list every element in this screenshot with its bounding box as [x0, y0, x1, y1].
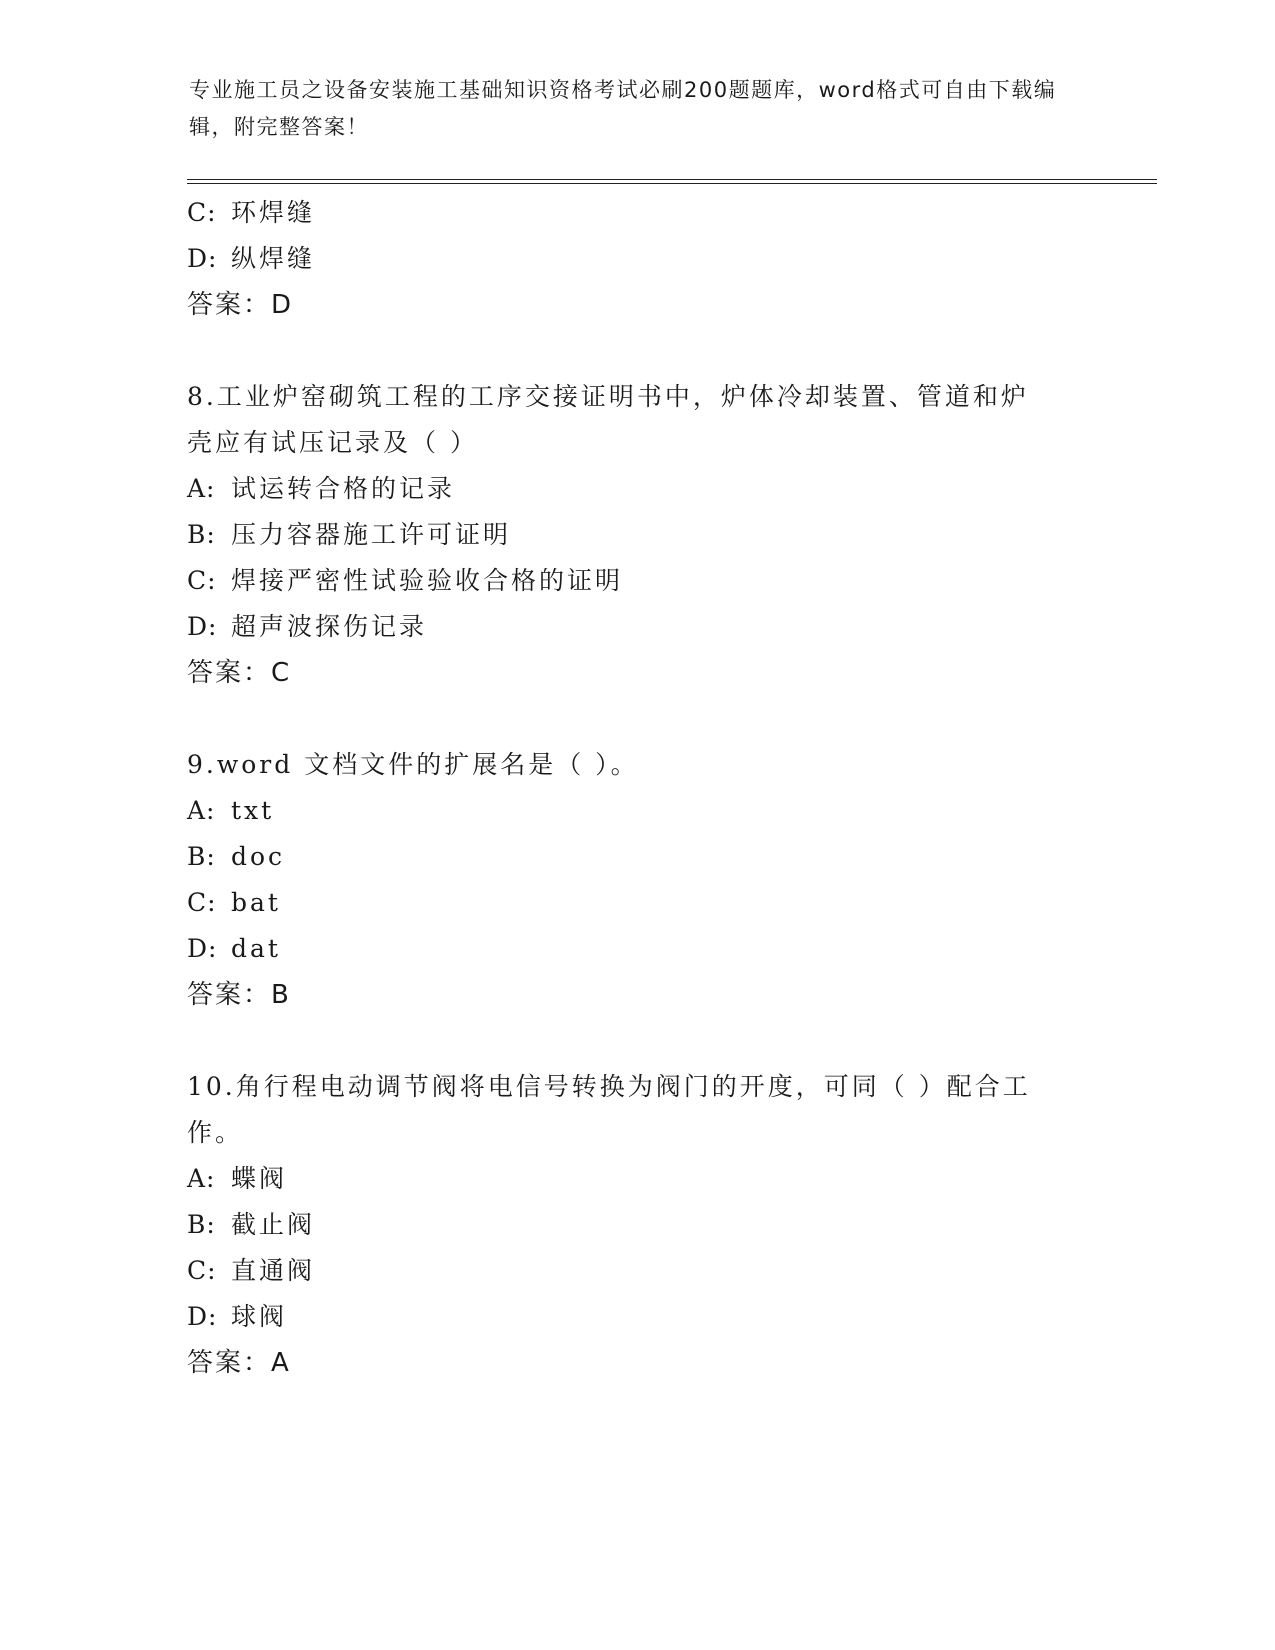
option-text: 压力容器施工许可证明: [231, 520, 512, 549]
option-key: B:: [187, 520, 216, 549]
option-d: [187, 1294, 1077, 1340]
option-key: C:: [187, 198, 217, 227]
option-key: D:: [187, 612, 218, 641]
question-stem-line1: 8.工业炉窑砌筑工程的工序交接证明书中，炉体冷却装置、管道和炉: [187, 382, 1029, 411]
option-key: C:: [187, 888, 217, 917]
option-text: txt: [231, 796, 275, 825]
option-key: D:: [187, 244, 218, 273]
option-a: [187, 1156, 1077, 1202]
option-text: 蝶阀: [231, 1164, 288, 1193]
question-8: [187, 374, 1077, 696]
option-b: [187, 1202, 1077, 1248]
spacer: [187, 328, 1077, 374]
question-stem-line1: 9.word 文档文件的扩展名是（ ）。: [187, 750, 639, 779]
option-text: 球阀: [231, 1302, 288, 1331]
answer-line: 答案：B: [187, 980, 291, 1010]
option-key: B:: [187, 842, 216, 871]
question-stem-line2: 作。: [187, 1118, 244, 1147]
option-key: B:: [187, 1210, 216, 1239]
option-key: C:: [187, 1256, 217, 1285]
answer-line: 答案：A: [187, 1348, 291, 1378]
option-a: [187, 788, 1077, 834]
option-key: A:: [187, 474, 216, 503]
answer-line: 答案：C: [187, 658, 292, 688]
option-key: A:: [187, 796, 216, 825]
option-d: [187, 236, 1077, 282]
spacer: [187, 696, 1077, 742]
option-text: dat: [231, 934, 281, 963]
option-c: [187, 1248, 1077, 1294]
option-a: [187, 466, 1077, 512]
option-text: 截止阀: [231, 1210, 316, 1239]
document-header: 专业施工员之设备安装施工基础知识资格考试必刷200题题库，word格式可自由下载编辑，附完整答案！: [189, 78, 1057, 139]
option-c: [187, 190, 1077, 236]
option-text: 试运转合格的记录: [231, 474, 456, 503]
option-b: [187, 512, 1077, 558]
option-c: [187, 880, 1077, 926]
option-text: 直通阀: [231, 1256, 316, 1285]
header-divider-bottom: [187, 183, 1157, 184]
question-list: [187, 190, 1077, 1386]
question-10: [187, 1064, 1077, 1386]
option-key: A:: [187, 1164, 216, 1193]
option-text: doc: [231, 842, 286, 871]
question-7: [187, 190, 1077, 328]
option-d: [187, 604, 1077, 650]
header-divider-top: [187, 179, 1157, 180]
option-key: D:: [187, 1302, 218, 1331]
question-9: [187, 742, 1077, 1018]
option-text: bat: [231, 888, 281, 917]
option-text: 焊接严密性试验验收合格的证明: [231, 566, 624, 595]
spacer: [187, 1018, 1077, 1064]
option-text: 纵焊缝: [231, 244, 316, 273]
option-key: C:: [187, 566, 217, 595]
option-text: 环焊缝: [231, 198, 316, 227]
question-stem-line1: 10.角行程电动调节阀将电信号转换为阀门的开度，可同（ ）配合工: [187, 1072, 1031, 1101]
option-d: [187, 926, 1077, 972]
answer-line: 答案：D: [187, 290, 294, 320]
option-c: [187, 558, 1077, 604]
option-b: [187, 834, 1077, 880]
option-key: D:: [187, 934, 218, 963]
option-text: 超声波探伤记录: [231, 612, 428, 641]
question-stem-line2: 壳应有试压记录及（ ）: [187, 428, 478, 457]
